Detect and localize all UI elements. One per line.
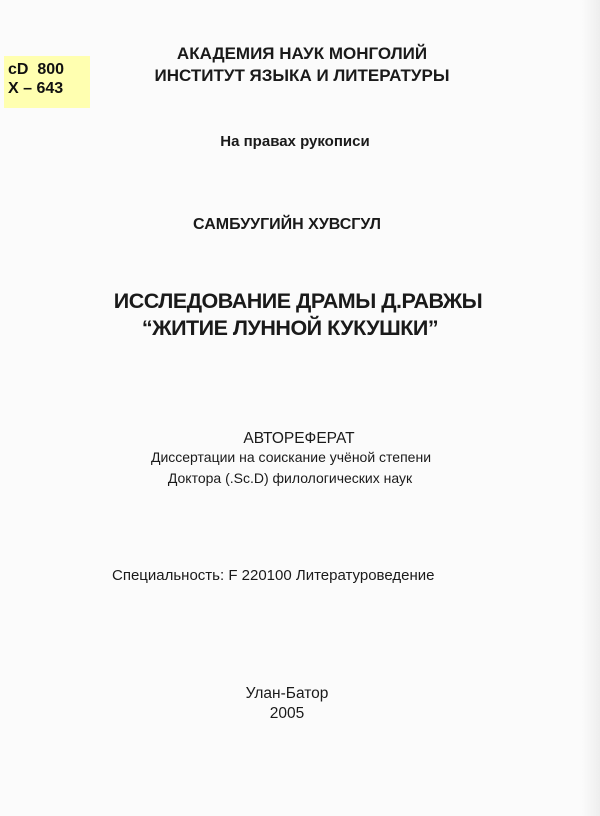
dissertation-line-2: Доктора (.Sc.D) филологических наук [167, 470, 413, 486]
stamp-line-1: cD 800 [8, 61, 65, 78]
institution-line-1: АКАДЕМИЯ НАУК МОНГОЛИЙ [176, 44, 428, 63]
author-name: САМБУУГИЙН ХУВСГУЛ [193, 216, 381, 233]
abstract-label: АВТОРЕФЕРАТ [243, 430, 355, 447]
stamp-line-2: X – 643 [8, 80, 64, 97]
dissertation-line-1: Диссертации на соискание учёной степени [150, 449, 432, 465]
specialty-line: Специальность: F 220100 Литературоведение [112, 567, 435, 584]
institution-line-2: ИНСТИТУТ ЯЗЫКА И ЛИТЕРАТУРЫ [154, 66, 450, 85]
title-line-1: ИССЛЕДОВАНИЕ ДРАМЫ Д.РАВЖЫ [113, 289, 483, 313]
publication-city: Улан-Батор [245, 685, 329, 702]
rights-note: На правах рукописи [220, 133, 370, 150]
title-line-2: “ЖИТИЕ ЛУННОЙ КУКУШКИ” [141, 316, 439, 340]
publication-year: 2005 [269, 705, 305, 722]
